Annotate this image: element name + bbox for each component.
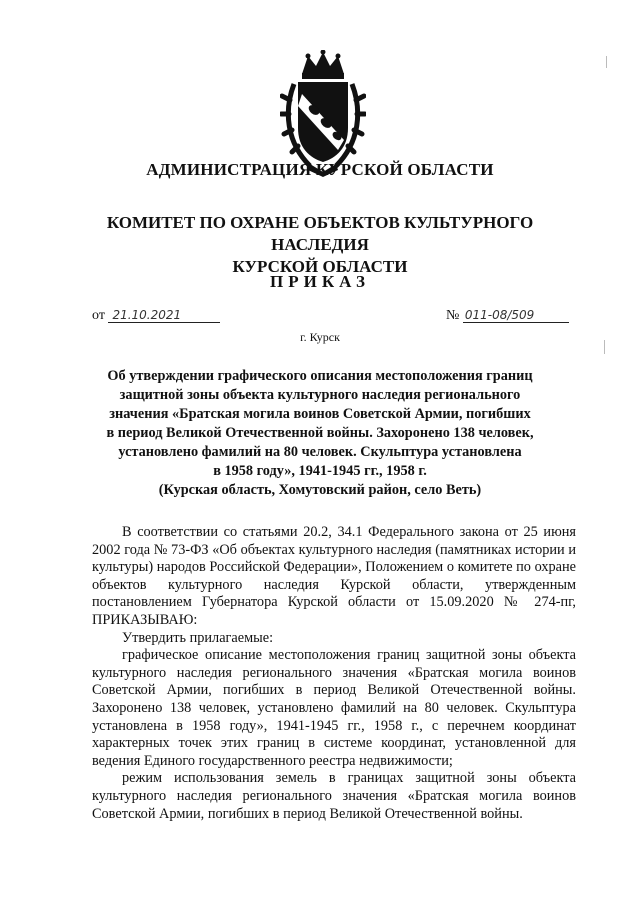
number-field (446, 308, 569, 324)
body-paragraph: режим использования земель в границах защитной зоны объекта культурного наследия регионального значения «Братская могила воинов Советской Армии, погибших в период Великой Отечественной войны. (92, 770, 576, 822)
committee-title-line2: КУРСКОЙ ОБЛАСТИ (232, 257, 408, 276)
administration-title: АДМИНИСТРАЦИЯ КУРСКОЙ ОБЛАСТИ (146, 160, 494, 179)
order-body (92, 524, 576, 823)
scan-mark (604, 340, 605, 354)
body-paragraph: графическое описание местоположения границ защитной зоны объекта культурного наследия регионального значения «Братская могила воинов Советской Армии, погибших в период Великой Отечественной войны. Захоронено 138 человек, установлено фамилий на 80 человек. Скульптура установлена в 1958 году», 1941-1945 гг., 1958 г., с перечнем координат характерных точек этих границ в системе координат, установленной для ведения Единого государственного реестра недвижимости; (92, 647, 576, 769)
body-paragraph: Утвердить прилагаемые: (122, 629, 274, 646)
date-handwritten: 21.10.2021 (108, 308, 220, 323)
subject-line: защитной зоны объекта культурного наследия регионального (119, 387, 521, 403)
subject-line: в 1958 году», 1941-1945 гг., 1958 г. (213, 463, 427, 479)
subject-line: в период Великой Отечественной войны. Захоронено 138 человек, (106, 425, 534, 441)
coat-of-arms-icon (280, 50, 366, 178)
number-handwritten: 011-08/509 (463, 308, 569, 323)
date-prefix: от (92, 308, 105, 323)
subject-line: Об утверждении графического описания местоположения границ (107, 368, 533, 384)
order-subject (100, 367, 540, 500)
number-prefix: № (446, 308, 460, 323)
subject-line: (Курская область, Хомутовский район, село Веть) (158, 482, 482, 498)
committee-title-line1: КОМИТЕТ ПО ОХРАНЕ ОБЪЕКТОВ КУЛЬТУРНОГО НАСЛЕДИЯ (106, 213, 534, 254)
subject-line: значения «Братская могила воинов Советской Армии, погибших (109, 406, 531, 422)
city: г. Курск (300, 330, 340, 344)
scan-mark (606, 56, 607, 68)
document-type: ПРИКАЗ (270, 272, 370, 291)
date-field (92, 308, 220, 324)
subject-line: установлено фамилий на 80 человек. Скульптура установлена (118, 444, 522, 460)
body-paragraph: В соответствии со статьями 20.2, 34.1 Федерального закона от 25 июня 2002 года № 73-ФЗ «Об объектах культурного наследия (памятниках истории и культуры) народов Российской Федерации», Положением о комитете по охране объектов культурного наследия Курской области, утвержденным постановлением Губернатора Курской области от 15.09.2020 № 274-пг, ПРИКАЗЫВАЮ: (92, 524, 576, 628)
committee-title (60, 212, 580, 278)
